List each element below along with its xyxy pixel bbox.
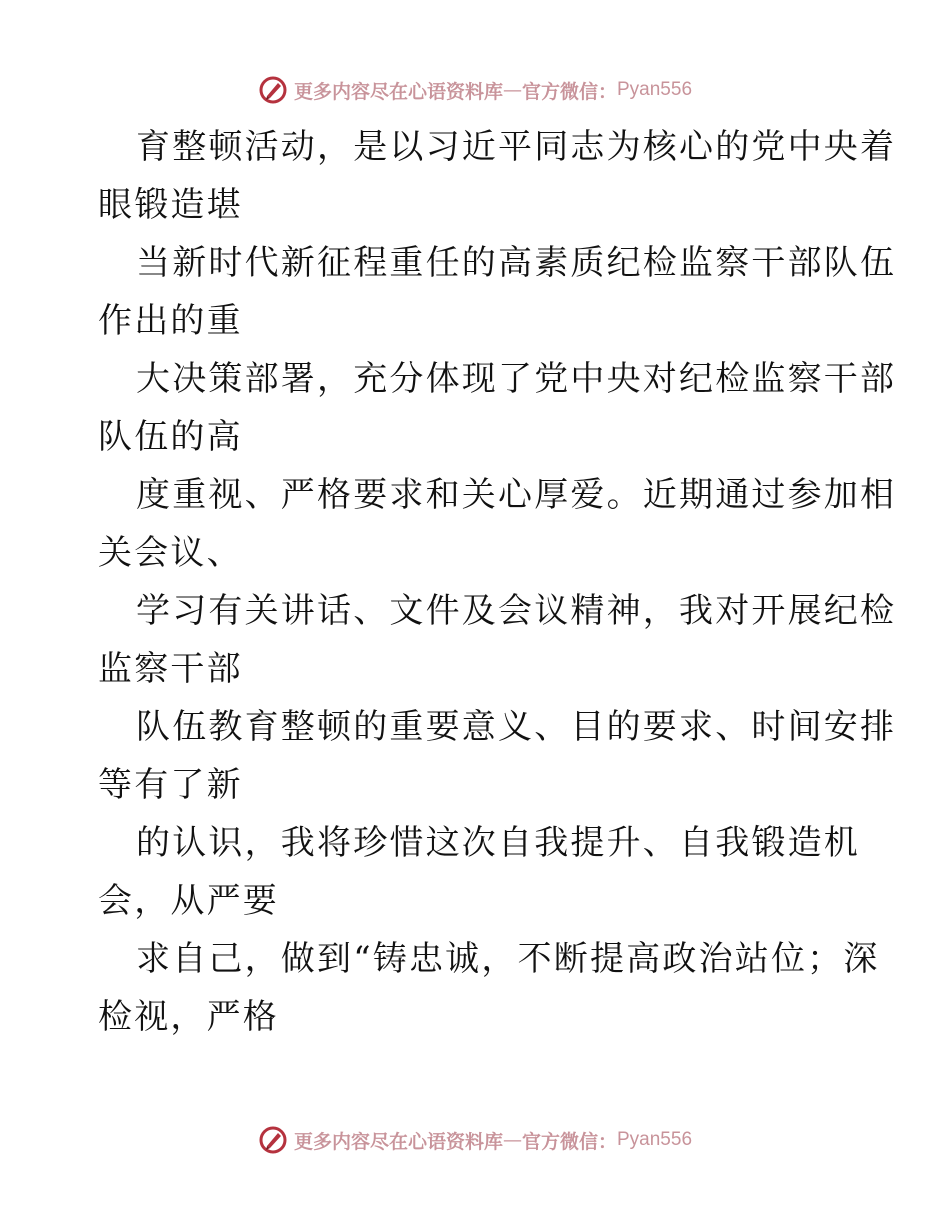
document-line: 度重视、严格要求和关心厚爱。近期通过参加相 — [136, 475, 897, 515]
document-line: 关会议、 — [98, 533, 243, 573]
document-line: 大决策部署，充分体现了党中央对纪检监察干部 — [136, 359, 897, 399]
banner-wechat-label: 官方微信： — [521, 80, 617, 103]
document-line: 监察干部 — [98, 649, 243, 689]
document-line: 会，从严要 — [98, 881, 279, 921]
pen-circle-logo-icon — [258, 75, 288, 105]
document-line: 的认识，我将珍惜这次自我提升、自我锻造机 — [136, 823, 860, 863]
document-line: 等有了新 — [98, 765, 243, 805]
banner-wechat-id: Pyan556 — [617, 1129, 693, 1150]
header-banner — [0, 70, 950, 110]
document-line: 队伍教育整顿的重要意义、目的要求、时间安排 — [136, 707, 897, 747]
document-line: 检视，严格 — [98, 997, 279, 1037]
banner-site-text: 更多内容尽在心语资料库 — [293, 1130, 503, 1153]
document-line: 育整顿活动，是以习近平同志为核心的党中央着 — [136, 127, 897, 167]
footer-banner — [0, 1120, 950, 1160]
pen-circle-logo-icon — [258, 1125, 288, 1155]
document-line: 眼锻造堪 — [98, 185, 243, 225]
document-line: 学习有关讲话、文件及会议精神，我对开展纪检 — [136, 591, 897, 631]
document-line: 队伍的高 — [98, 417, 243, 457]
banner-wechat-id: Pyan556 — [617, 79, 693, 100]
document-body — [98, 118, 897, 1046]
banner-dash: — — [502, 1129, 522, 1151]
banner-site-text: 更多内容尽在心语资料库 — [293, 80, 503, 103]
document-line: 求自己，做到“铸忠诚，不断提高政治站位；深 — [136, 939, 880, 979]
document-line: 当新时代新征程重任的高素质纪检监察干部队伍 — [136, 243, 897, 283]
banner-wechat-label: 官方微信： — [521, 1130, 617, 1153]
document-line: 作出的重 — [98, 301, 243, 341]
banner-dash: — — [502, 79, 522, 101]
